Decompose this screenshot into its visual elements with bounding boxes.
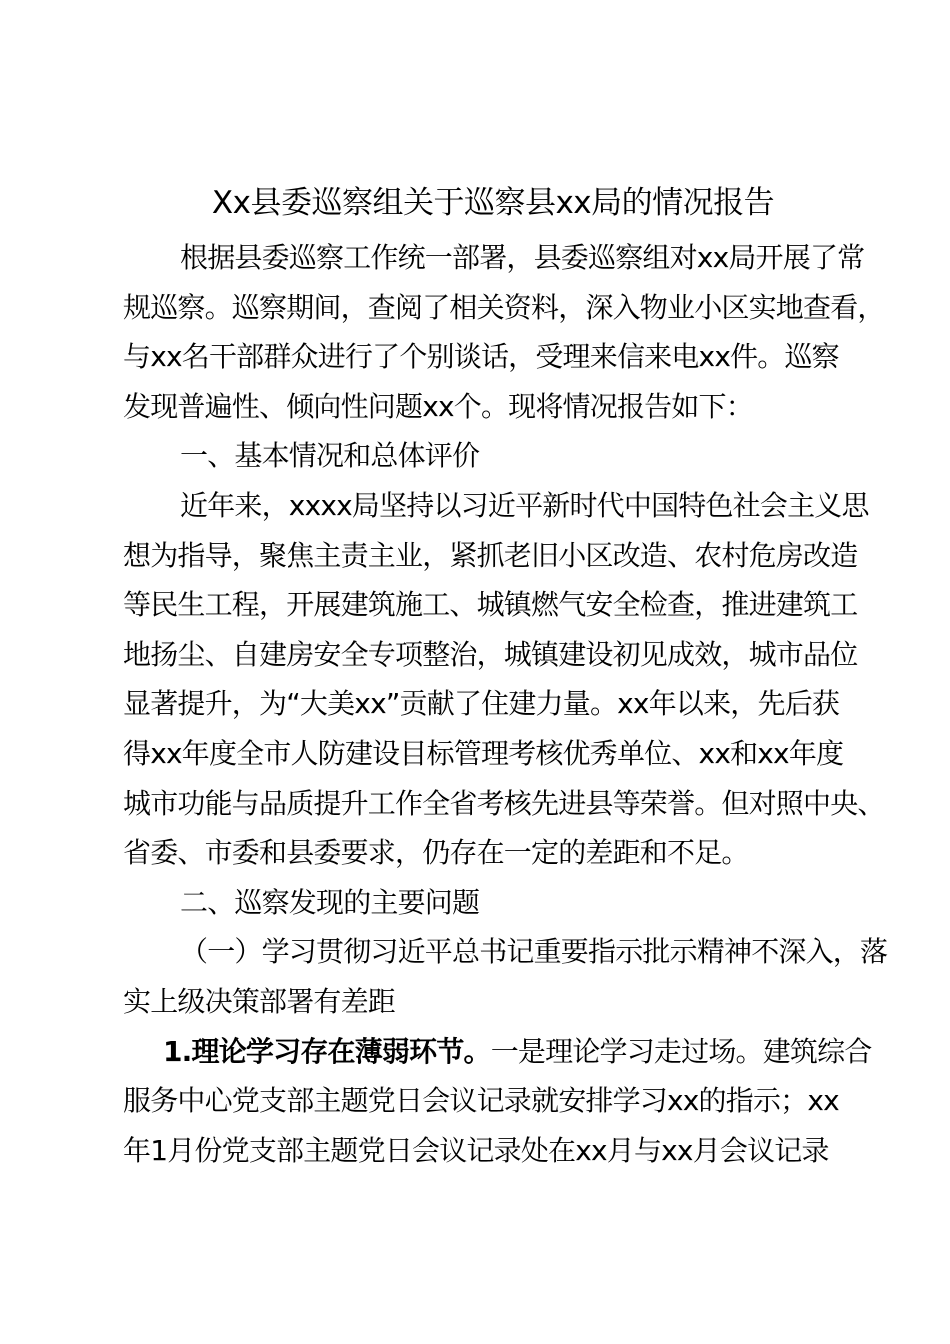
point-1-lead-bold: 1.理论学习存在薄弱环节。: [163, 1034, 491, 1068]
paragraph-2-line-4: 地扬尘、自建房安全专项整治，城镇建设初见成效，城市品位: [123, 637, 858, 671]
paragraph-2-line-7: 城市功能与品质提升工作全省考核先进县等荣誉。但对照中央、: [123, 786, 885, 820]
paragraph-2-line-6: 得xx年度全市人防建设目标管理考核优秀单位、xx和xx年度: [123, 736, 844, 770]
paragraph-3-line-3: 年1月份党支部主题党日会议记录处在xx月与xx月会议记录: [123, 1133, 829, 1167]
paragraph-2-line-1: 近年来，xxxx局坚持以习近平新时代中国特色社会主义思: [180, 488, 869, 522]
paragraph-1-line-3: 与xx名干部群众进行了个别谈话，受理来信来电xx件。巡察: [123, 340, 839, 374]
paragraph-1-line-4: 发现普遍性、倾向性问题xx个。现将情况报告如下：: [123, 389, 753, 423]
paragraph-2-line-8: 省委、市委和县委要求，仍存在一定的差距和不足。: [123, 836, 749, 870]
paragraph-2-line-3: 等民生工程，开展建筑施工、城镇燃气安全检查，推进建筑工: [123, 588, 858, 622]
document-title: Xx县委巡察组关于巡察县xx局的情况报告: [211, 185, 775, 221]
paragraph-3-line-2: 服务中心党支部主题党日会议记录就安排学习xx的指示；xx: [123, 1084, 839, 1118]
subsection-heading-line-1: （一）学习贯彻习近平总书记重要指示批示精神不深入，落: [180, 935, 888, 969]
document-body: [123, 178, 888, 1175]
section-heading-1: 一、基本情况和总体评价: [180, 439, 480, 473]
paragraph-3-line-1: [123, 1027, 872, 1077]
paragraph-1-line-2: 规巡察。巡察期间，查阅了相关资料，深入物业小区实地查看，: [123, 290, 885, 324]
paragraph-2-line-2: 想为指导，聚焦主责主业，紧抓老旧小区改造、农村危房改造: [123, 538, 858, 572]
paragraph-2-line-5: 显著提升，为“大美xx”贡献了住建力量。xx年以来，先后获: [123, 687, 840, 721]
point-1-lead-rest: 一是理论学习走过场。建筑综合: [490, 1034, 872, 1068]
section-heading-2: 二、巡察发现的主要问题: [180, 885, 480, 919]
paragraph-1-line-1: 根据县委巡察工作统一部署，县委巡察组对xx局开展了常: [180, 241, 865, 274]
subsection-heading-line-2: 实上级决策部署有差距: [123, 984, 396, 1018]
